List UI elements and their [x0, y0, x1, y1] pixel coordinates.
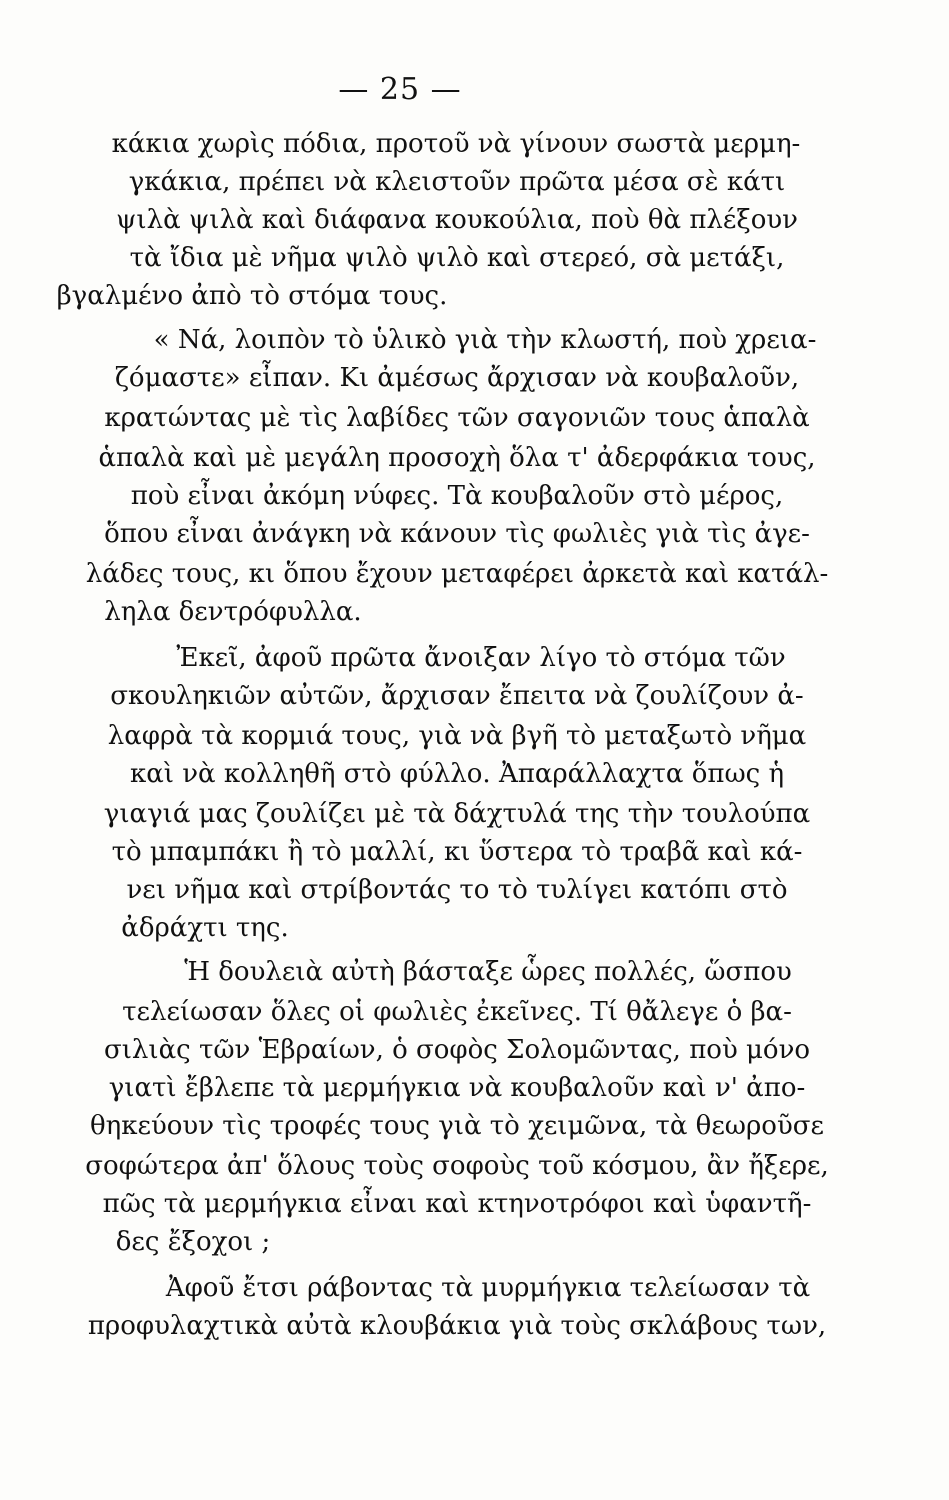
- page-number: — 25 —: [338, 72, 462, 107]
- text-line: σιλιὰς τῶν Ἑβραίων, ὁ σοφὸς Σολομῶντας, ποὺ μόνο: [103, 1035, 811, 1065]
- text-line: τὸ μπαμπάκι ἢ τὸ μαλλί, κι ὕστερα τὸ τραβᾶ καὶ κά-: [111, 837, 803, 867]
- text-line: « Νά, λοιπὸν τὸ ὑλικὸ γιὰ τὴν κλωστή, ποὺ χρεια-: [153, 325, 817, 355]
- text-line: προφυλαχτικὰ αὐτὰ κλουβάκια γιὰ τοὺς σκλάβους των,: [87, 1311, 827, 1341]
- text-line: νει νῆμα καὶ στρίβοντάς το τὸ τυλίγει κατόπι στὸ: [126, 875, 788, 905]
- text-line: ὅπου εἶναι ἀνάγκη νὰ κάνουν τὶς φωλιὲς γιὰ τὶς ἀγε-: [104, 519, 810, 549]
- text-line: ἀδράχτι της.: [121, 913, 289, 943]
- text-line: ληλα δεντρόφυλλα.: [104, 597, 362, 627]
- text-line: βγαλμένο ἀπὸ τὸ στόμα τους.: [56, 281, 448, 311]
- text-line: λάδες τους, κι ὅπου ἔχουν μεταφέρει ἀρκετὰ καὶ κατάλ-: [85, 559, 829, 589]
- text-line: καὶ νὰ κολληθῆ στὸ φύλλο. Ἀπαράλλαχτα ὅπως ἡ: [129, 759, 785, 789]
- text-line: σκουληκιῶν αὐτῶν, ἄρχισαν ἔπειτα νὰ ζουλίζουν ἀ-: [110, 681, 804, 711]
- text-line: Ἐκεῖ, ἀφοῦ πρῶτα ἄνοιξαν λίγο τὸ στόμα τῶν: [176, 643, 786, 673]
- text-line: Ἀφοῦ ἔτσι ράβοντας τὰ μυρμήγκια τελείωσαν τὰ: [165, 1273, 811, 1303]
- text-line: ψιλὰ ψιλὰ καὶ διάφανα κουκούλια, ποὺ θὰ πλέξουν: [116, 205, 798, 235]
- text-line: θηκεύουν τὶς τροφές τους γιὰ τὸ χειμῶνα, τὰ θεωροῦσε: [90, 1111, 824, 1141]
- text-line: λαφρὰ τὰ κορμιά τους, γιὰ νὰ βγῆ τὸ μεταξωτὸ νῆμα: [107, 721, 807, 751]
- text-line: δες ἔξοχοι ;: [115, 1227, 271, 1257]
- text-line: κάκια χωρὶς πόδια, προτοῦ νὰ γίνουν σωστὰ μερμη-: [111, 129, 801, 159]
- text-line: τελείωσαν ὅλες οἱ φωλιὲς ἐκεῖνες. Τί θἄλεγε ὁ βα-: [122, 997, 792, 1027]
- text-line: ἁπαλὰ καὶ μὲ μεγάλη προσοχὴ ὅλα τ' ἀδερφάκια τους,: [98, 443, 816, 473]
- text-line: σοφώτερα ἀπ' ὅλους τοὺς σοφοὺς τοῦ κόσμου, ἂν ἤξερε,: [85, 1151, 829, 1181]
- text-line: γιαγιά μας ζουλίζει μὲ τὰ δάχτυλά της τὴν τουλούπα: [103, 799, 811, 829]
- text-line: ζόμαστε» εἶπαν. Κι ἀμέσως ἄρχισαν νὰ κουβαλοῦν,: [114, 363, 800, 393]
- text-line: τὰ ἴδια μὲ νῆμα ψιλὸ ψιλὸ καὶ στερεό, σὰ μετάξι,: [129, 243, 785, 273]
- text-line: πῶς τὰ μερμήγκια εἶναι καὶ κτηνοτρόφοι καὶ ὑφαντῆ-: [102, 1189, 812, 1219]
- text-line: ποὺ εἶναι ἀκόμη νύφες. Τὰ κουβαλοῦν στὸ μέρος,: [130, 481, 784, 511]
- text-line: κρατώντας μὲ τὶς λαβίδες τῶν σαγονιῶν τους ἁπαλὰ: [104, 403, 810, 433]
- text-line: γιατὶ ἔβλεπε τὰ μερμήγκια νὰ κουβαλοῦν καὶ ν' ἀπο-: [108, 1073, 806, 1103]
- text-line: Ἡ δουλειὰ αὐτὴ βάσταξε ὧρες πολλές, ὥσπου: [184, 957, 792, 987]
- text-line: γκάκια, πρέπει νὰ κλειστοῦν πρῶτα μέσα σὲ κάτι: [128, 167, 786, 197]
